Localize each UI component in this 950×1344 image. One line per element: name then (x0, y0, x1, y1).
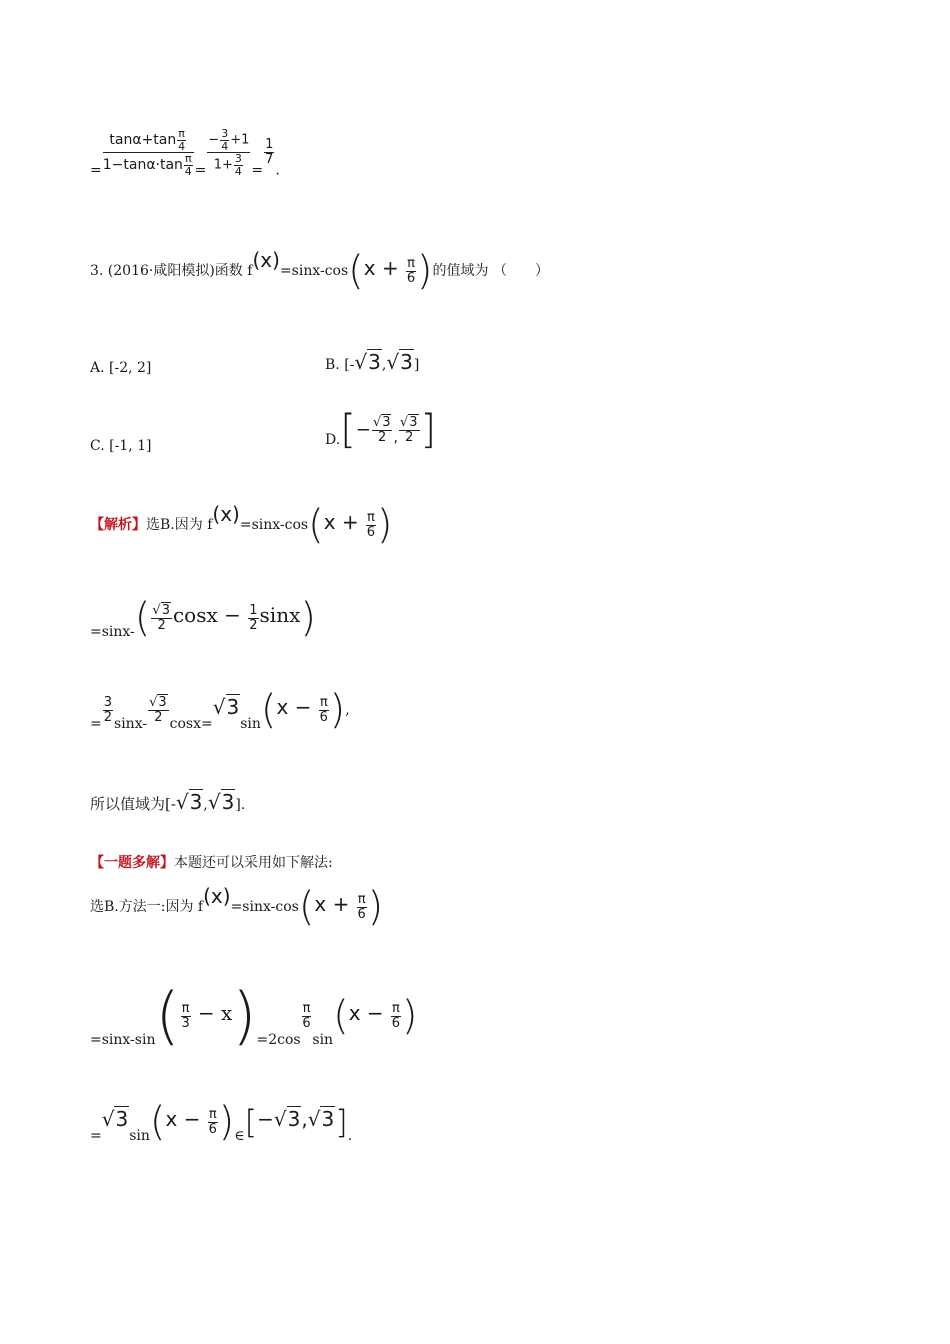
element-of: ∈ (234, 1128, 245, 1144)
two: 2 (157, 617, 166, 633)
option-b-label: B. [- (325, 357, 355, 373)
comma: , (203, 797, 208, 813)
option-c (90, 438, 151, 454)
sqrt-3: √3 (175, 790, 203, 814)
question-suffix: 的值域为 （ ） (432, 263, 549, 279)
pi: π (357, 891, 366, 907)
sqrt-3: √3 (212, 695, 240, 719)
sinx-sin: =sinx-sin (90, 1032, 156, 1048)
result-fraction (264, 138, 274, 166)
x-plus: x + (323, 510, 366, 534)
option-d-label: D. (325, 432, 341, 448)
question-3: 3. (2016·咸阳模拟)函数 f(x)=sinx-cos(x + $\frac{\pi}{6}$ )的值域为 （ ） (90, 248, 549, 294)
option-a (90, 360, 151, 376)
sinx-minus: sinx- (114, 716, 148, 732)
eq-sign: = (90, 716, 102, 732)
pi: π (392, 1000, 400, 1016)
tan-equation (90, 128, 280, 179)
sqrt-3: √3 (386, 350, 413, 374)
solution-tag: 【解析】 (90, 517, 146, 533)
one: 1 (249, 602, 258, 618)
six: 6 (391, 1015, 401, 1031)
two: 2 (103, 709, 113, 725)
six: 6 (406, 270, 416, 286)
eq-sign: = (251, 162, 264, 179)
four: 4 (221, 139, 229, 153)
option-a-label: A. [-2, 2] (90, 360, 152, 376)
three: 3 (103, 694, 113, 710)
radicand: 3 (158, 694, 167, 710)
x-plus: x + (363, 256, 406, 280)
period: . (275, 162, 280, 179)
radicand: 3 (368, 350, 381, 374)
radicand: 3 (226, 695, 240, 719)
solution-line-1: 【解析】选B.因为 f(x)=sinx-cos(x + $\frac{\pi}{6}$ ) (90, 502, 393, 548)
cosx: cosx − (172, 603, 248, 627)
multi-text: 本题还可以采用如下解法: (174, 855, 333, 871)
four: 4 (234, 164, 242, 178)
two: 2 (405, 429, 414, 445)
option-c-label: C. [-1, 1] (90, 438, 152, 454)
sinx: sinx (259, 603, 301, 627)
radicand: 3 (287, 1107, 301, 1131)
tan-sum-fraction (103, 128, 194, 177)
sqrt-3: √3 (207, 790, 235, 814)
x-var: x (210, 884, 223, 908)
x-var: x (220, 502, 233, 526)
x-plus: x + (314, 892, 356, 916)
three: 3 (234, 152, 242, 166)
sqrt-3: √3 (101, 1107, 129, 1131)
radicand: 3 (221, 790, 235, 814)
eq-sign: = (90, 162, 102, 179)
multi-heading (90, 852, 333, 872)
tan-denominator: 1−tanα·tan (102, 157, 183, 174)
seven: 7 (265, 152, 274, 168)
comma: , (301, 1107, 308, 1131)
four: 4 (184, 164, 192, 178)
pi: π (178, 127, 185, 140)
sqrt-3: √3 (307, 1107, 335, 1131)
one-plus: 1+ (213, 157, 233, 173)
six: 6 (319, 709, 328, 725)
question-prefix: 3. (2016·咸阳模拟)函数 f (90, 263, 253, 279)
sqrt-3: √3 (354, 350, 381, 374)
radicand: 3 (321, 1107, 335, 1131)
question-mid: =sinx-cos (279, 263, 349, 279)
sinx-cos: =sinx-cos (230, 899, 299, 915)
period: . (347, 1128, 353, 1144)
multi-final: =√3sin(x − $\frac{\pi}{6}$ )∈[−√3,√3]. (90, 1099, 353, 1145)
range-end: ]. (235, 797, 246, 813)
solution-lead: 选B.因为 f (146, 517, 213, 533)
sin: sin (129, 1128, 150, 1144)
sin: sin (240, 716, 261, 732)
eq-sign: = (90, 1128, 102, 1144)
two: 2 (249, 617, 258, 633)
comma: , (345, 702, 350, 718)
bracket: ] (413, 357, 420, 373)
radicand: 3 (189, 790, 203, 814)
x-minus: x − (348, 1001, 390, 1025)
eq-sign: = (194, 162, 207, 179)
line2-lead: =sinx- (90, 624, 135, 640)
solution-mid: =sinx-cos (239, 517, 309, 533)
three: 3 (221, 127, 229, 140)
sqrt-3: √3 (273, 1107, 301, 1131)
three: 3 (181, 1015, 190, 1031)
four: 4 (178, 139, 186, 153)
two: 2 (378, 429, 387, 445)
radicand: 3 (400, 350, 413, 374)
solution-line-3: = $\frac{3}{2}$ sinx- $\frac{√3}{2}$ cosx=√3sin(x − $\frac{\pi}{6}$ ), (90, 687, 350, 733)
cosx-eq: cosx= (169, 716, 213, 732)
pi: π (367, 509, 375, 525)
pi: π (181, 1000, 190, 1016)
option-d: D.[− $\frac{√3}{2}$ , $\frac{√3}{2}$ ] (325, 407, 437, 453)
two: 2 (154, 709, 163, 725)
one: 1 (265, 137, 274, 153)
minus-x: − x (191, 1001, 233, 1025)
multi-tag: 【一题多解】 (90, 855, 174, 871)
radicand: 3 (382, 414, 391, 430)
minus: − (208, 132, 220, 148)
tan-numerator: tanα+tan (109, 132, 177, 149)
x-minus: x − (276, 695, 318, 719)
radicand: 3 (161, 602, 170, 618)
six: 6 (357, 906, 366, 922)
two-cos: =2cos (256, 1032, 301, 1048)
numeric-fraction (207, 128, 250, 177)
option-b (325, 350, 419, 374)
multi-line-2: =sinx-sin( $\frac{\pi}{3}$ − x)=2cos $\frac{\pi}{6}$ sin(x − $\frac{\pi}{6}$ ) (90, 979, 418, 1052)
radicand: 3 (115, 1107, 129, 1131)
plus-one: +1 (230, 132, 250, 148)
pi: π (319, 694, 328, 710)
six: 6 (302, 1015, 311, 1031)
solution-line-2: =sinx-( $\frac{√3}{2}$ cosx − $\frac{1}{2}$ sinx) (90, 595, 316, 641)
multi-lead: 选B.方法一:因为 f (90, 899, 204, 915)
range-lead: 所以值域为[- (90, 795, 176, 813)
pi: π (302, 1000, 311, 1016)
six: 6 (208, 1121, 217, 1137)
multi-line-1: 选B.方法一:因为 f(x)=sinx-cos(x + $\frac{\pi}{6}$ ) (90, 884, 384, 930)
six: 6 (366, 524, 376, 540)
radicand: 3 (409, 414, 418, 430)
x-minus: x − (165, 1107, 207, 1131)
x-var: x (260, 248, 273, 272)
pi: π (407, 255, 415, 271)
pi: π (208, 1106, 217, 1122)
solution-range (90, 790, 245, 814)
comma: , (381, 357, 387, 373)
sin: sin (312, 1032, 334, 1048)
pi: π (184, 152, 192, 166)
